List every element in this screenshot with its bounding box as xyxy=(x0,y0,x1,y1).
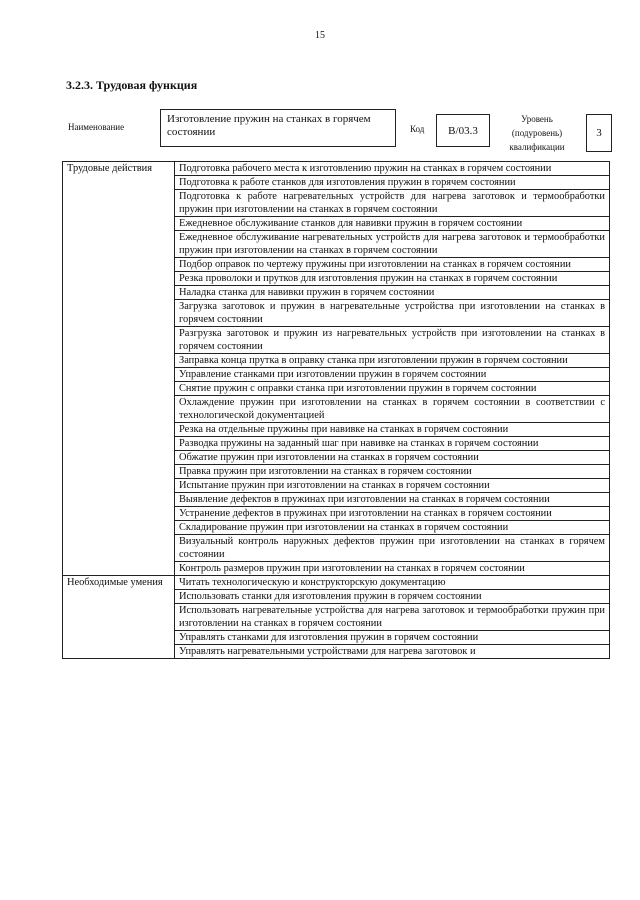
skill-row xyxy=(63,576,610,590)
table-cell: Резка на отдельные пружины при навивке на станках в горячем состоянии xyxy=(175,423,610,437)
table-cell: Заправка конца прутка в оправку станка при изготовлении пружин в горячем состоянии xyxy=(175,354,610,368)
table-cell: Подготовка к работе нагревательных устройств для нагрева заготовок и термообработки пружин при изготовлении на станках в горячем состоянии xyxy=(175,190,610,217)
table-cell: Охлаждение пружин при изготовлении на станках в горячем состоянии в соответствии с технологической документацией xyxy=(175,396,610,423)
table-cell: Использовать нагревательные устройства для нагрева заготовок и термообработки пружин при изготовлении на станках в горячем состоянии xyxy=(175,604,610,631)
code-value: B/03.3 xyxy=(436,114,490,147)
table-cell: Разгрузка заготовок и пружин из нагревательных устройств при изготовлении на станках в горячем состоянии xyxy=(175,327,610,354)
name-label: Наименование xyxy=(68,122,125,132)
table-cell: Читать технологическую и конструкторскую документацию xyxy=(175,576,610,590)
table-cell: Загрузка заготовок и пружин в нагревательные устройства при изготовлении на станках в горячем состоянии xyxy=(175,300,610,327)
table-cell: Ежедневное обслуживание нагревательных устройств для нагрева заготовок и термообработки пружин при изготовлении на станках в горячем состоянии xyxy=(175,231,610,258)
table-cell: Выявление дефектов в пружинах при изготовлении на станках в горячем состоянии xyxy=(175,493,610,507)
section-title: 3.2.3. Трудовая функция xyxy=(66,78,198,92)
table-cell: Ежедневное обслуживание станков для навивки пружин в горячем состоянии xyxy=(175,217,610,231)
table-cell: Наладка станка для навивки пружин в горячем состоянии xyxy=(175,286,610,300)
level-value: 3 xyxy=(586,114,612,152)
page-number: 15 xyxy=(315,30,325,41)
level-label: Уровень (подуровень) квалификации xyxy=(509,114,565,152)
table-cell: Использовать станки для изготовления пружин в горячем состоянии xyxy=(175,590,610,604)
table-cell: Обжатие пружин при изготовлении на станках в горячем состоянии xyxy=(175,451,610,465)
table-cell: Правка пружин при изготовлении на станках в горячем состоянии xyxy=(175,465,610,479)
table-cell: Резка проволоки и прутков для изготовления пружин на станках в горячем состоянии xyxy=(175,272,610,286)
table-cell: Разводка пружины на заданный шаг при навивке на станках в горячем состоянии xyxy=(175,437,610,451)
labor-action-row xyxy=(63,162,610,176)
required-skills-label: Необходимые умения xyxy=(63,576,175,659)
table-cell: Складирование пружин при изготовлении на станках в горячем состоянии xyxy=(175,521,610,535)
table-cell: Контроль размеров пружин при изготовлении на станках в горячем состоянии xyxy=(175,562,610,576)
table-cell: Управление станками при изготовлении пружин в горячем состоянии xyxy=(175,368,610,382)
name-value: Изготовление пружин на станках в горячем состоянии xyxy=(160,109,396,147)
labor-actions-label: Трудовые действия xyxy=(63,162,175,576)
table-cell: Испытание пружин при изготовлении на станках в горячем состоянии xyxy=(175,479,610,493)
table-cell: Снятие пружин с оправки станка при изготовлении пружин в горячем состоянии xyxy=(175,382,610,396)
code-label: Код xyxy=(410,124,425,134)
table-cell: Управлять станками для изготовления пружин в горячем состоянии xyxy=(175,631,610,645)
functions-table xyxy=(62,161,610,659)
table-cell: Устранение дефектов в пружинах при изготовлении на станках в горячем состоянии xyxy=(175,507,610,521)
table-cell: Подбор оправок по чертежу пружины при изготовлении на станках в горячем состоянии xyxy=(175,258,610,272)
table-cell: Визуальный контроль наружных дефектов пружин при изготовлении на станках в горячем состоянии xyxy=(175,535,610,562)
table-cell: Подготовка рабочего места к изготовлению пружин на станках в горячем состоянии xyxy=(175,162,610,176)
table-cell: Подготовка к работе станков для изготовления пружин в горячем состоянии xyxy=(175,176,610,190)
table-cell: Управлять нагревательными устройствами для нагрева заготовок и xyxy=(175,645,610,659)
